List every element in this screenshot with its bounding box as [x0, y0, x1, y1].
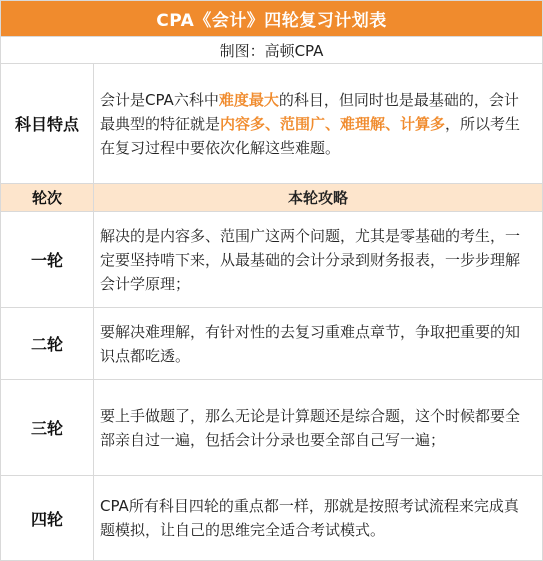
features-row — [0, 64, 543, 184]
table-subtitle: 制图：高顿CPA — [0, 37, 543, 64]
round-label: 三轮 — [1, 380, 94, 475]
round-strategy — [94, 476, 542, 560]
features-label: 科目特点 — [1, 64, 94, 183]
round-strategy — [94, 308, 542, 379]
column-header-strategy: 本轮攻略 — [287, 188, 348, 207]
table-row — [0, 212, 543, 308]
features-part: ，所以考生在复习过程中要依次化解这些难题。 — [100, 114, 521, 157]
features-highlight: 难度最大 — [218, 90, 279, 109]
features-part: 会计是CPA六科中 — [100, 90, 219, 109]
table-title: CPA《会计》四轮复习计划表 — [0, 0, 543, 37]
round-strategy-text: 要上手做题了，那么无论是计算题还是综合题，这个时候都要全部亲自过一遍，包括会计分录也要全部自己写一遍； — [100, 406, 521, 449]
table-row — [0, 380, 543, 476]
round-label: 二轮 — [1, 308, 94, 379]
column-header-row — [0, 184, 543, 212]
column-header-round: 轮次 — [1, 184, 94, 211]
features-content — [94, 64, 542, 183]
round-strategy — [94, 380, 542, 475]
round-label: 一轮 — [1, 212, 94, 307]
table-row — [0, 308, 543, 380]
round-strategy — [94, 212, 542, 307]
features-text — [100, 88, 530, 160]
round-strategy-text: 要解决难理解，有针对性的去复习重难点章节，争取把重要的知识点都吃透。 — [100, 322, 521, 365]
features-part: 的科目，但同时也是最基础的，会计最典型的特征就是 — [100, 90, 519, 133]
round-strategy-text: CPA所有科目四轮的重点都一样，那就是按照考试流程来完成真题模拟，让自己的思维完全适合考试模式。 — [100, 497, 519, 539]
round-label: 四轮 — [1, 476, 94, 560]
features-highlight: 内容多、范围广、难理解、计算多 — [220, 114, 446, 133]
round-strategy-text: 解决的是内容多、范围广这两个问题，尤其是零基础的考生，一定要坚持啃下来，从最基础的会计分录到财务报表，一步步理解会计学原理； — [100, 226, 521, 293]
table-row — [0, 476, 543, 561]
